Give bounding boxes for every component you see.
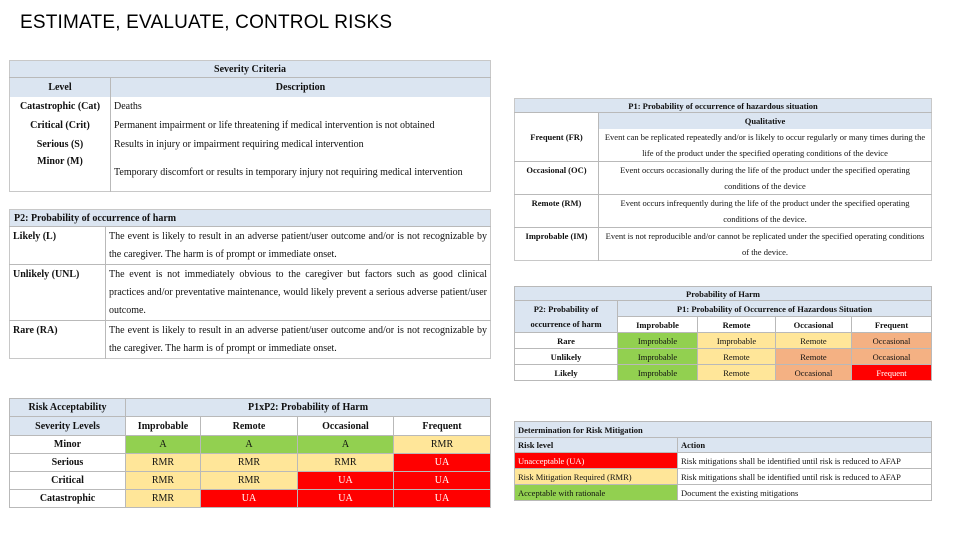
mit-level: Unacceptable (UA) <box>515 453 678 469</box>
acc-cell: RMR <box>126 454 201 472</box>
acc-cell: UA <box>394 490 491 508</box>
p2-level: Likely (L) <box>10 227 106 265</box>
severity-col-level: Level <box>10 78 111 97</box>
poh-cell: Improbable <box>618 349 698 365</box>
severity-description: Temporary discomfort or results in temporary injury not requiring medical intervention <box>114 166 463 178</box>
poh-cell: Remote <box>776 333 852 349</box>
p1-empty-cell <box>515 113 599 129</box>
poh-cell: Improbable <box>618 365 698 381</box>
p1-description: Event can be replicated repeatedly and/or is likely to occur regularly or many times during the life of the product under the specified operating conditions of the device <box>599 129 932 162</box>
poh-cell: Occasional <box>852 349 932 365</box>
poh-cell: Remote <box>698 365 776 381</box>
acc-cell: UA <box>298 472 394 490</box>
p2-description: The event is likely to result in an adverse patient/user outcome and/or is not recognizable by the caregiver. The harm is of prompt or immediate onset. <box>106 227 491 265</box>
p2-description: The event is likely to result in an adverse patient/user outcome and/or is not recognizable by the caregiver. The harm is of prompt or immediate onset. <box>109 324 488 354</box>
acc-cell: A <box>126 436 201 454</box>
severity-level: Catastrophic (Cat) <box>10 97 111 116</box>
p2-level: Rare (RA) <box>10 321 106 359</box>
p2-probability-table <box>9 209 491 359</box>
poh-title: Probability of Harm <box>515 287 932 301</box>
p1-description: Event is not reproducible and/or cannot be replicated under the specified operating conditions of the device. <box>605 230 925 257</box>
page-title: ESTIMATE, EVALUATE, CONTROL RISKS <box>20 12 393 33</box>
poh-col: Frequent <box>852 317 932 333</box>
severity-level: Serious (S) <box>10 135 111 154</box>
acc-cell: RMR <box>201 454 298 472</box>
acc-row-label: Serious <box>10 454 126 472</box>
severity-col-description: Description <box>111 78 491 97</box>
acc-cell: UA <box>394 472 491 490</box>
poh-cell: Improbable <box>618 333 698 349</box>
poh-row-label: Rare <box>515 333 618 349</box>
poh-cell: Improbable <box>698 333 776 349</box>
acc-header: P1xP2: Probability of Harm <box>126 399 491 417</box>
acc-title: Risk Acceptability <box>10 399 126 417</box>
mit-title: Determination for Risk Mitigation <box>515 422 932 438</box>
acc-cell: UA <box>298 490 394 508</box>
acc-cell: A <box>298 436 394 454</box>
severity-description: Deaths <box>114 100 142 112</box>
poh-col: Improbable <box>618 317 698 333</box>
p1-level: Remote (RM) <box>515 194 599 227</box>
severity-level: Critical (Crit) <box>10 116 111 135</box>
p1-probability-table <box>514 98 932 261</box>
acc-cell: RMR <box>298 454 394 472</box>
p1-level: Frequent (FR) <box>515 129 599 162</box>
risk-mitigation-table <box>514 421 932 501</box>
acc-row-label: Catastrophic <box>10 490 126 508</box>
severity-level: Minor (M) <box>10 154 111 192</box>
mit-level: Risk Mitigation Required (RMR) <box>515 469 678 485</box>
acc-cell: RMR <box>126 472 201 490</box>
acc-col: Occasional <box>298 417 394 436</box>
severity-title: Severity Criteria <box>10 61 491 78</box>
p2-level: Unlikely (UNL) <box>10 265 106 321</box>
probability-of-harm-table <box>514 286 932 381</box>
acc-cell: RMR <box>201 472 298 490</box>
poh-p2-label: P2: Probability of occurrence of harm <box>515 301 618 333</box>
risk-acceptability-table <box>9 398 491 508</box>
p2-description: The event is not immediately obvious to the caregiver but factors such as good clinical practices and/or preventative maintenance, would likely prevent a serious adverse patient/user outcome. <box>106 265 491 321</box>
poh-cell: Occasional <box>852 333 932 349</box>
acc-cell: RMR <box>126 490 201 508</box>
poh-col: Occasional <box>776 317 852 333</box>
acc-cell: UA <box>394 454 491 472</box>
mit-level: Acceptable with rationale <box>515 485 678 501</box>
p1-level: Occasional (OC) <box>515 161 599 194</box>
p1-description: Event occurs occasionally during the life of the product under the specified operating conditions of the device <box>599 161 932 194</box>
p1-level: Improbable (IM) <box>515 227 599 260</box>
mit-action: Risk mitigations shall be identified until risk is reduced to AFAP <box>678 469 932 485</box>
mit-col-level: Risk level <box>515 438 678 453</box>
poh-row-label: Unlikely <box>515 349 618 365</box>
acc-cell: A <box>201 436 298 454</box>
acc-cell: UA <box>201 490 298 508</box>
acc-row-label: Minor <box>10 436 126 454</box>
acc-severity-label: Severity Levels <box>10 417 126 436</box>
poh-col: Remote <box>698 317 776 333</box>
acc-col: Frequent <box>394 417 491 436</box>
p1-description: Event occurs infrequently during the life of the product under the specified operating conditions of the device. <box>599 194 932 227</box>
mit-action: Risk mitigations shall be identified until risk is reduced to AFAP <box>678 453 932 469</box>
acc-col: Improbable <box>126 417 201 436</box>
p2-title: P2: Probability of occurrence of harm <box>10 210 491 227</box>
poh-p1-label: P1: Probability of Occurrence of Hazardous Situation <box>618 301 932 317</box>
severity-description: Results in injury or impairment requiring medical intervention <box>114 138 364 150</box>
acc-cell: RMR <box>394 436 491 454</box>
severity-criteria-table <box>9 60 491 192</box>
poh-cell: Remote <box>698 349 776 365</box>
poh-cell: Remote <box>776 349 852 365</box>
poh-row-label: Likely <box>515 365 618 381</box>
mit-col-action: Action <box>678 438 932 453</box>
p1-title: P1: Probability of occurrence of hazardous situation <box>515 99 932 113</box>
p1-col-qualitative: Qualitative <box>599 113 932 129</box>
mit-action: Document the existing mitigations <box>678 485 932 501</box>
poh-cell: Occasional <box>776 365 852 381</box>
acc-col: Remote <box>201 417 298 436</box>
acc-row-label: Critical <box>10 472 126 490</box>
severity-description: Permanent impairment or life threatening if medical intervention is not obtained <box>114 119 435 131</box>
poh-cell: Frequent <box>852 365 932 381</box>
